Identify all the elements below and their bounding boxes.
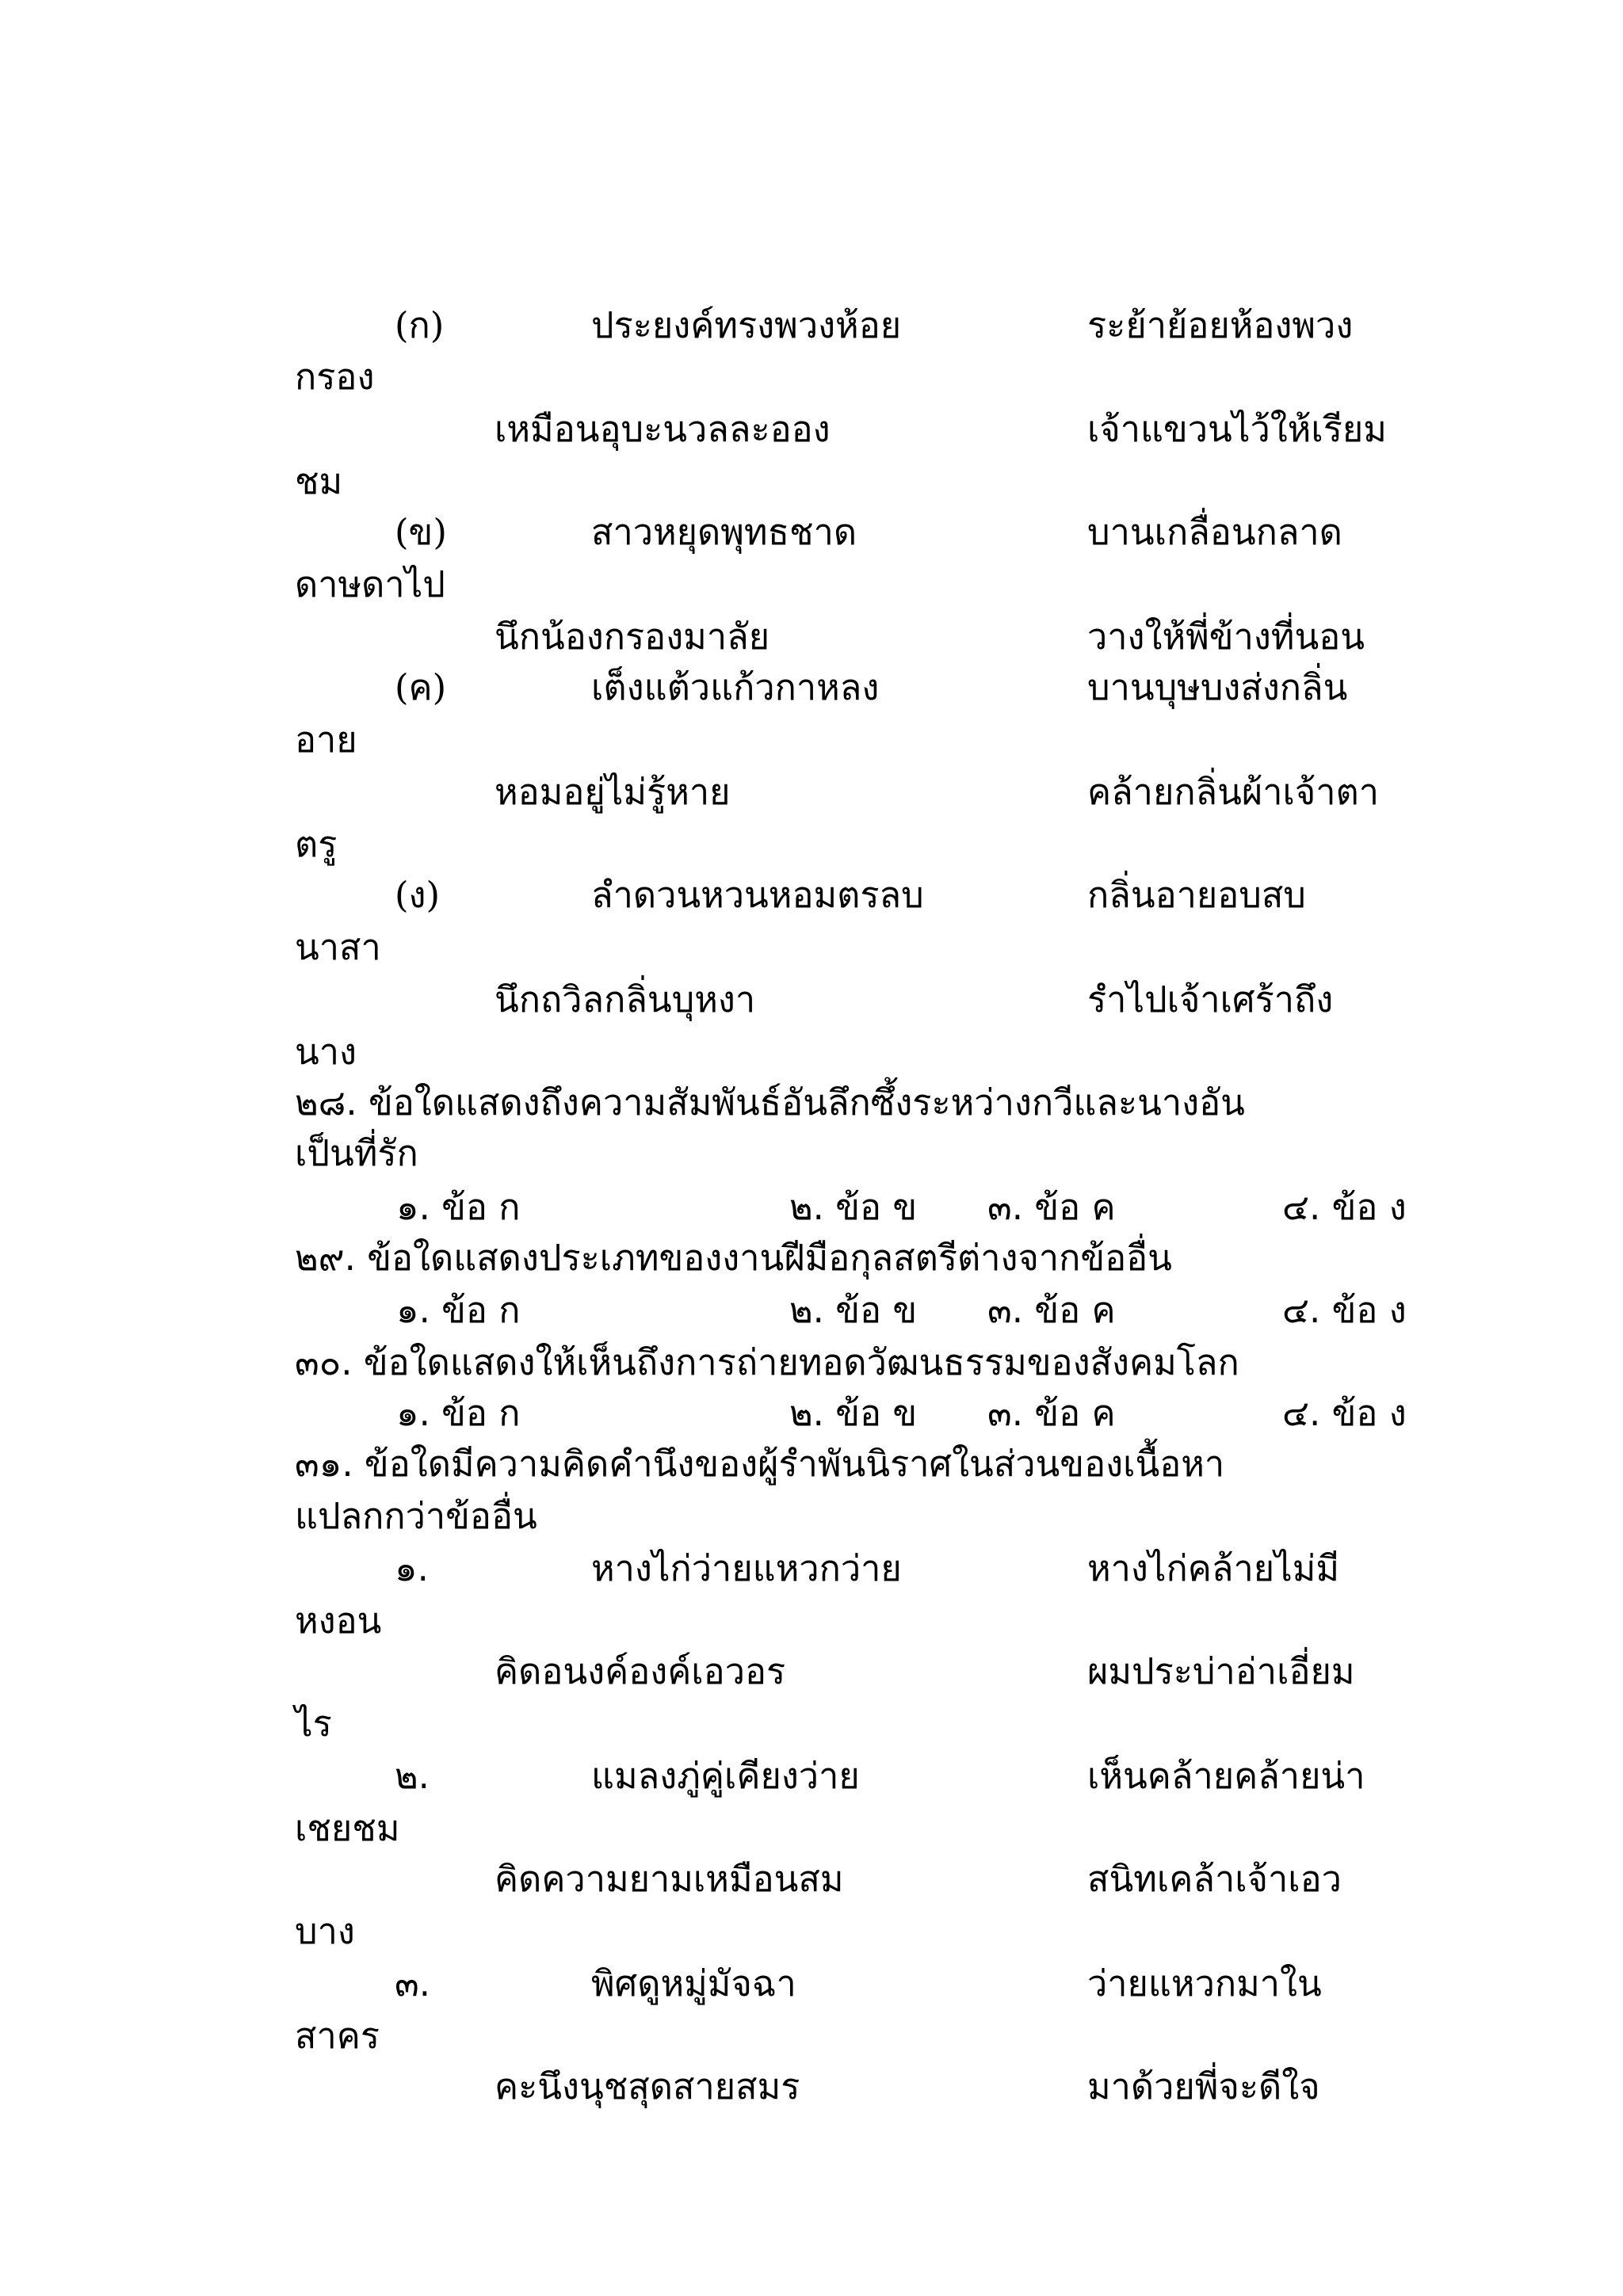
q29-option-4[interactable]: ๔. ข้อ ง <box>1282 1289 1407 1331</box>
verse-line-b1-col2: บานเกลื่อนกลาด <box>1087 511 1342 553</box>
q30-option-1[interactable]: ๑. ข้อ ก <box>396 1392 521 1434</box>
q28-option-3[interactable]: ๓. ข้อ ค <box>987 1186 1116 1228</box>
q31-choice-2-line2-col1: คิดความยามเหมือนสม <box>495 1858 844 1900</box>
verse-line-a2-wrap: ชม <box>295 460 343 502</box>
verse-line-b2-col1: นึกน้องกรองมาลัย <box>495 616 770 658</box>
q31-choice-1-line1-col2: หางไก่คล้ายไม่มี <box>1087 1547 1340 1589</box>
verse-label-c: (ค) <box>395 666 447 708</box>
q30-option-4[interactable]: ๔. ข้อ ง <box>1282 1392 1407 1434</box>
verse-line-d2-col2: รำไปเจ้าเศร้าถึง <box>1087 978 1334 1020</box>
question-29-text: ๒๙. ข้อใดแสดงประเภทของงานฝีมือกุลสตรีต่างจากข้ออื่น <box>295 1237 1172 1279</box>
q28-option-2[interactable]: ๒. ข้อ ข <box>789 1186 918 1228</box>
verse-label-d: (ง) <box>395 874 441 916</box>
q29-option-2[interactable]: ๒. ข้อ ข <box>789 1289 918 1331</box>
q31-choice-1-label[interactable]: ๑. <box>395 1547 429 1589</box>
q28-option-4[interactable]: ๔. ข้อ ง <box>1282 1186 1407 1228</box>
q31-choice-1-line1-col1: หางไก่ว่ายแหวกว่าย <box>591 1547 902 1589</box>
question-28-text-cont: เป็นที่รัก <box>295 1132 418 1174</box>
q30-option-2[interactable]: ๒. ข้อ ข <box>789 1392 918 1434</box>
q29-option-3[interactable]: ๓. ข้อ ค <box>987 1289 1116 1331</box>
question-31-text-cont: แปลกกว่าข้ออื่น <box>295 1495 537 1537</box>
q29-option-1[interactable]: ๑. ข้อ ก <box>396 1289 521 1331</box>
verse-line-d1-col2: กลิ่นอายอบสบ <box>1087 874 1306 916</box>
q31-choice-3-label[interactable]: ๓. <box>395 1962 431 2004</box>
question-30-text: ๓๐. ข้อใดแสดงให้เห็นถึงการถ่ายทอดวัฒนธรรมของสังคมโลก <box>295 1341 1239 1383</box>
verse-line-c2-wrap: ตรู <box>295 823 338 865</box>
q31-choice-3-line1-col1: พิศดูหมู่มัจฉา <box>591 1962 796 2004</box>
verse-line-c1-wrap: อาย <box>295 719 357 761</box>
q31-choice-1-line2-col2: ผมประบ่าอ่าเอี่ยม <box>1087 1650 1355 1692</box>
q28-option-1[interactable]: ๑. ข้อ ก <box>396 1186 521 1228</box>
q31-choice-1-line1-wrap: หงอน <box>295 1600 382 1642</box>
verse-line-a1-col1: ประยงค์ทรงพวงห้อย <box>591 304 902 346</box>
verse-line-c2-col2: คล้ายกลิ่นผ้าเจ้าตา <box>1087 771 1380 813</box>
q31-choice-1-line2-wrap: ไร <box>295 1703 332 1745</box>
verse-line-c1-col1: เต็งแต้วแก้วกาหลง <box>591 666 880 708</box>
q31-choice-2-line1-wrap: เชยชม <box>295 1807 400 1849</box>
verse-line-a1-col2: ระย้าย้อยห้องพวง <box>1087 304 1354 346</box>
q31-choice-3-line1-col2: ว่ายแหวกมาใน <box>1087 1962 1322 2004</box>
q31-choice-3-line2-col2: มาด้วยพี่จะดีใจ <box>1087 2065 1320 2107</box>
q31-choice-2-label[interactable]: ๒. <box>395 1755 430 1797</box>
question-28-text: ๒๘. ข้อใดแสดงถึงความสัมพันธ์อันลึกซึ้งระหว่างกวีและนางอัน <box>295 1081 1245 1123</box>
q31-choice-1-line2-col1: คิดอนงค์องค์เอวอร <box>495 1650 786 1692</box>
question-31-text: ๓๑. ข้อใดมีความคิดคำนึงของผู้รำพันนิราศในส่วนของเนื้อหา <box>295 1443 1225 1485</box>
verse-line-c1-col2: บานบุษบงส่งกลิ่น <box>1087 666 1348 708</box>
q31-choice-2-line1-col1: แมลงภู่คู่เคียงว่าย <box>591 1755 860 1797</box>
q31-choice-2-line2-wrap: บาง <box>295 1910 355 1952</box>
verse-line-c2-col1: หอมอยู่ไม่รู้หาย <box>495 771 731 813</box>
verse-line-d2-wrap: นาง <box>295 1031 357 1073</box>
verse-line-a2-col1: เหมือนอุบะนวลละออง <box>495 408 831 450</box>
verse-label-a: (ก) <box>395 304 445 346</box>
q31-choice-2-line1-col2: เห็นคล้ายคล้ายน่า <box>1087 1755 1365 1797</box>
q30-option-3[interactable]: ๓. ข้อ ค <box>987 1392 1116 1434</box>
verse-line-b1-wrap: ดาษดาไป <box>295 563 445 605</box>
verse-label-b: (ข) <box>395 511 447 553</box>
q31-choice-3-line1-wrap: สาคร <box>295 2015 380 2057</box>
verse-line-d1-col1: ลำดวนหวนหอมตรลบ <box>591 874 924 916</box>
verse-line-d2-col1: นึกถวิลกลิ่นบุหงา <box>495 978 756 1020</box>
verse-line-b1-col1: สาวหยุดพุทธชาด <box>591 511 857 553</box>
q31-choice-3-line2-col1: คะนึงนุชสุดสายสมร <box>495 2065 800 2107</box>
q31-choice-2-line2-col2: สนิทเคล้าเจ้าเอว <box>1087 1858 1342 1900</box>
verse-line-d1-wrap: นาสา <box>295 926 381 968</box>
verse-line-a1-wrap: กรอง <box>295 356 375 398</box>
verse-line-b2-col2: วางให้พี่ข้างที่นอน <box>1087 616 1365 658</box>
verse-line-a2-col2: เจ้าแขวนไว้ให้เรียม <box>1087 408 1387 450</box>
